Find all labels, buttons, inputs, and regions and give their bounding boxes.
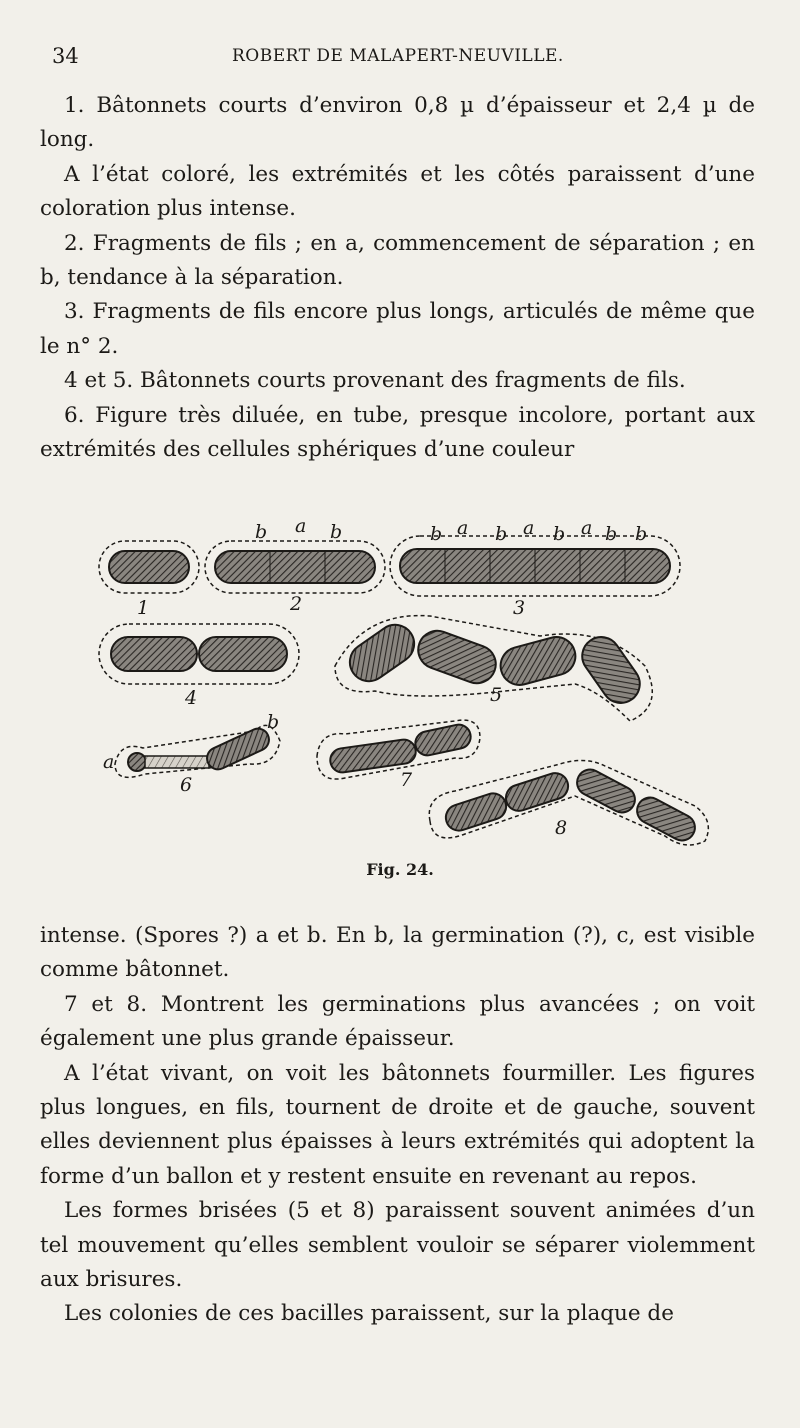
figure-label-b: b [267,711,280,733]
figure-label-a: a [523,517,535,539]
figure-label-b: b [635,523,648,545]
running-title: ROBERT DE MALAPERT-NEUVILLE. [232,46,564,66]
text-block-top [40,89,755,467]
figure-label-6: 6 [180,774,193,796]
figure-label-b: b [430,523,443,545]
figure-label-3: 3 [513,597,526,619]
figure-label-a: a [103,751,115,773]
bacillus-2 [205,541,385,593]
paragraph: 3. Fragments de fils encore plus longs, articulés de même que le n° 2. [40,299,755,359]
figure-label-a: a [457,517,469,539]
paragraph: 2. Fragments de fils ; en a, commencement de séparation ; en b, tendance à la séparation. [40,230,755,291]
figure-label-b: b [330,521,343,543]
paragraph: 7 et 8. Montrent les germinations plus avancées ; on voit également une plus grande épaisseur. [40,991,755,1052]
paragraph: Les colonies de ces bacilles paraissent, sur la plaque de [64,1301,674,1327]
figure-caption: Fig. 24. [366,860,434,879]
page-header [52,44,752,74]
paragraph: A l’état vivant, on voit les bâtonnets fourmiller. Les figures plus longues, en fils, tournent de droite et de gauche, souvent elles deviennent plus épaisses à leurs extrémités qui adoptent la forme d’un ballon et y restent ensuite en revenant au repos. [40,1060,755,1189]
figure-label-1: 1 [137,597,150,619]
bacillus-8 [429,760,708,845]
paragraph: 4 et 5. Bâtonnets courts provenant des fragments de fils. [64,368,686,394]
figure-label-b: b [605,523,618,545]
paragraph: 6. Figure très diluée, en tube, presque incolore, portant aux extrémités des cellules sphériques d’une couleur [40,402,755,463]
paragraph: intense. (Spores ?) a et b. En b, la germination (?), c, est visible comme bâtonnet. [40,923,755,983]
figure-label-2: 2 [290,593,303,615]
text-block-bottom [40,919,755,1332]
figure-label-a: a [295,516,307,537]
bacillus-6 [115,725,280,777]
figure-label-8: 8 [555,817,568,839]
bacillus-7 [317,720,480,779]
figure-label-7: 7 [400,769,413,791]
figure-label-b: b [495,523,508,545]
figure-label-a: a [581,517,593,539]
bacillus-3 [390,536,680,596]
page-number: 34 [52,44,79,68]
paragraph: A l’état coloré, les extrémités et les côtés paraissent d’une coloration plus intense. [40,161,755,222]
bacilli-illustration [85,516,725,876]
figure-label-5: 5 [490,684,503,706]
figure-label-b: b [255,521,268,543]
bacillus-1 [99,541,199,593]
paragraph: 1. Bâtonnets courts d’environ 0,8 µ d’épaisseur et 2,4 µ de long. [40,93,755,153]
paragraph: Les formes brisées (5 et 8) paraissent souvent animées d’un tel mouvement qu’elles semblent vouloir se séparer violemment aux brisures. [40,1198,755,1293]
bacillus-4 [99,624,299,684]
figure-24 [85,516,725,876]
figure-label-b: b [553,523,566,545]
figure-label-4: 4 [185,687,198,709]
